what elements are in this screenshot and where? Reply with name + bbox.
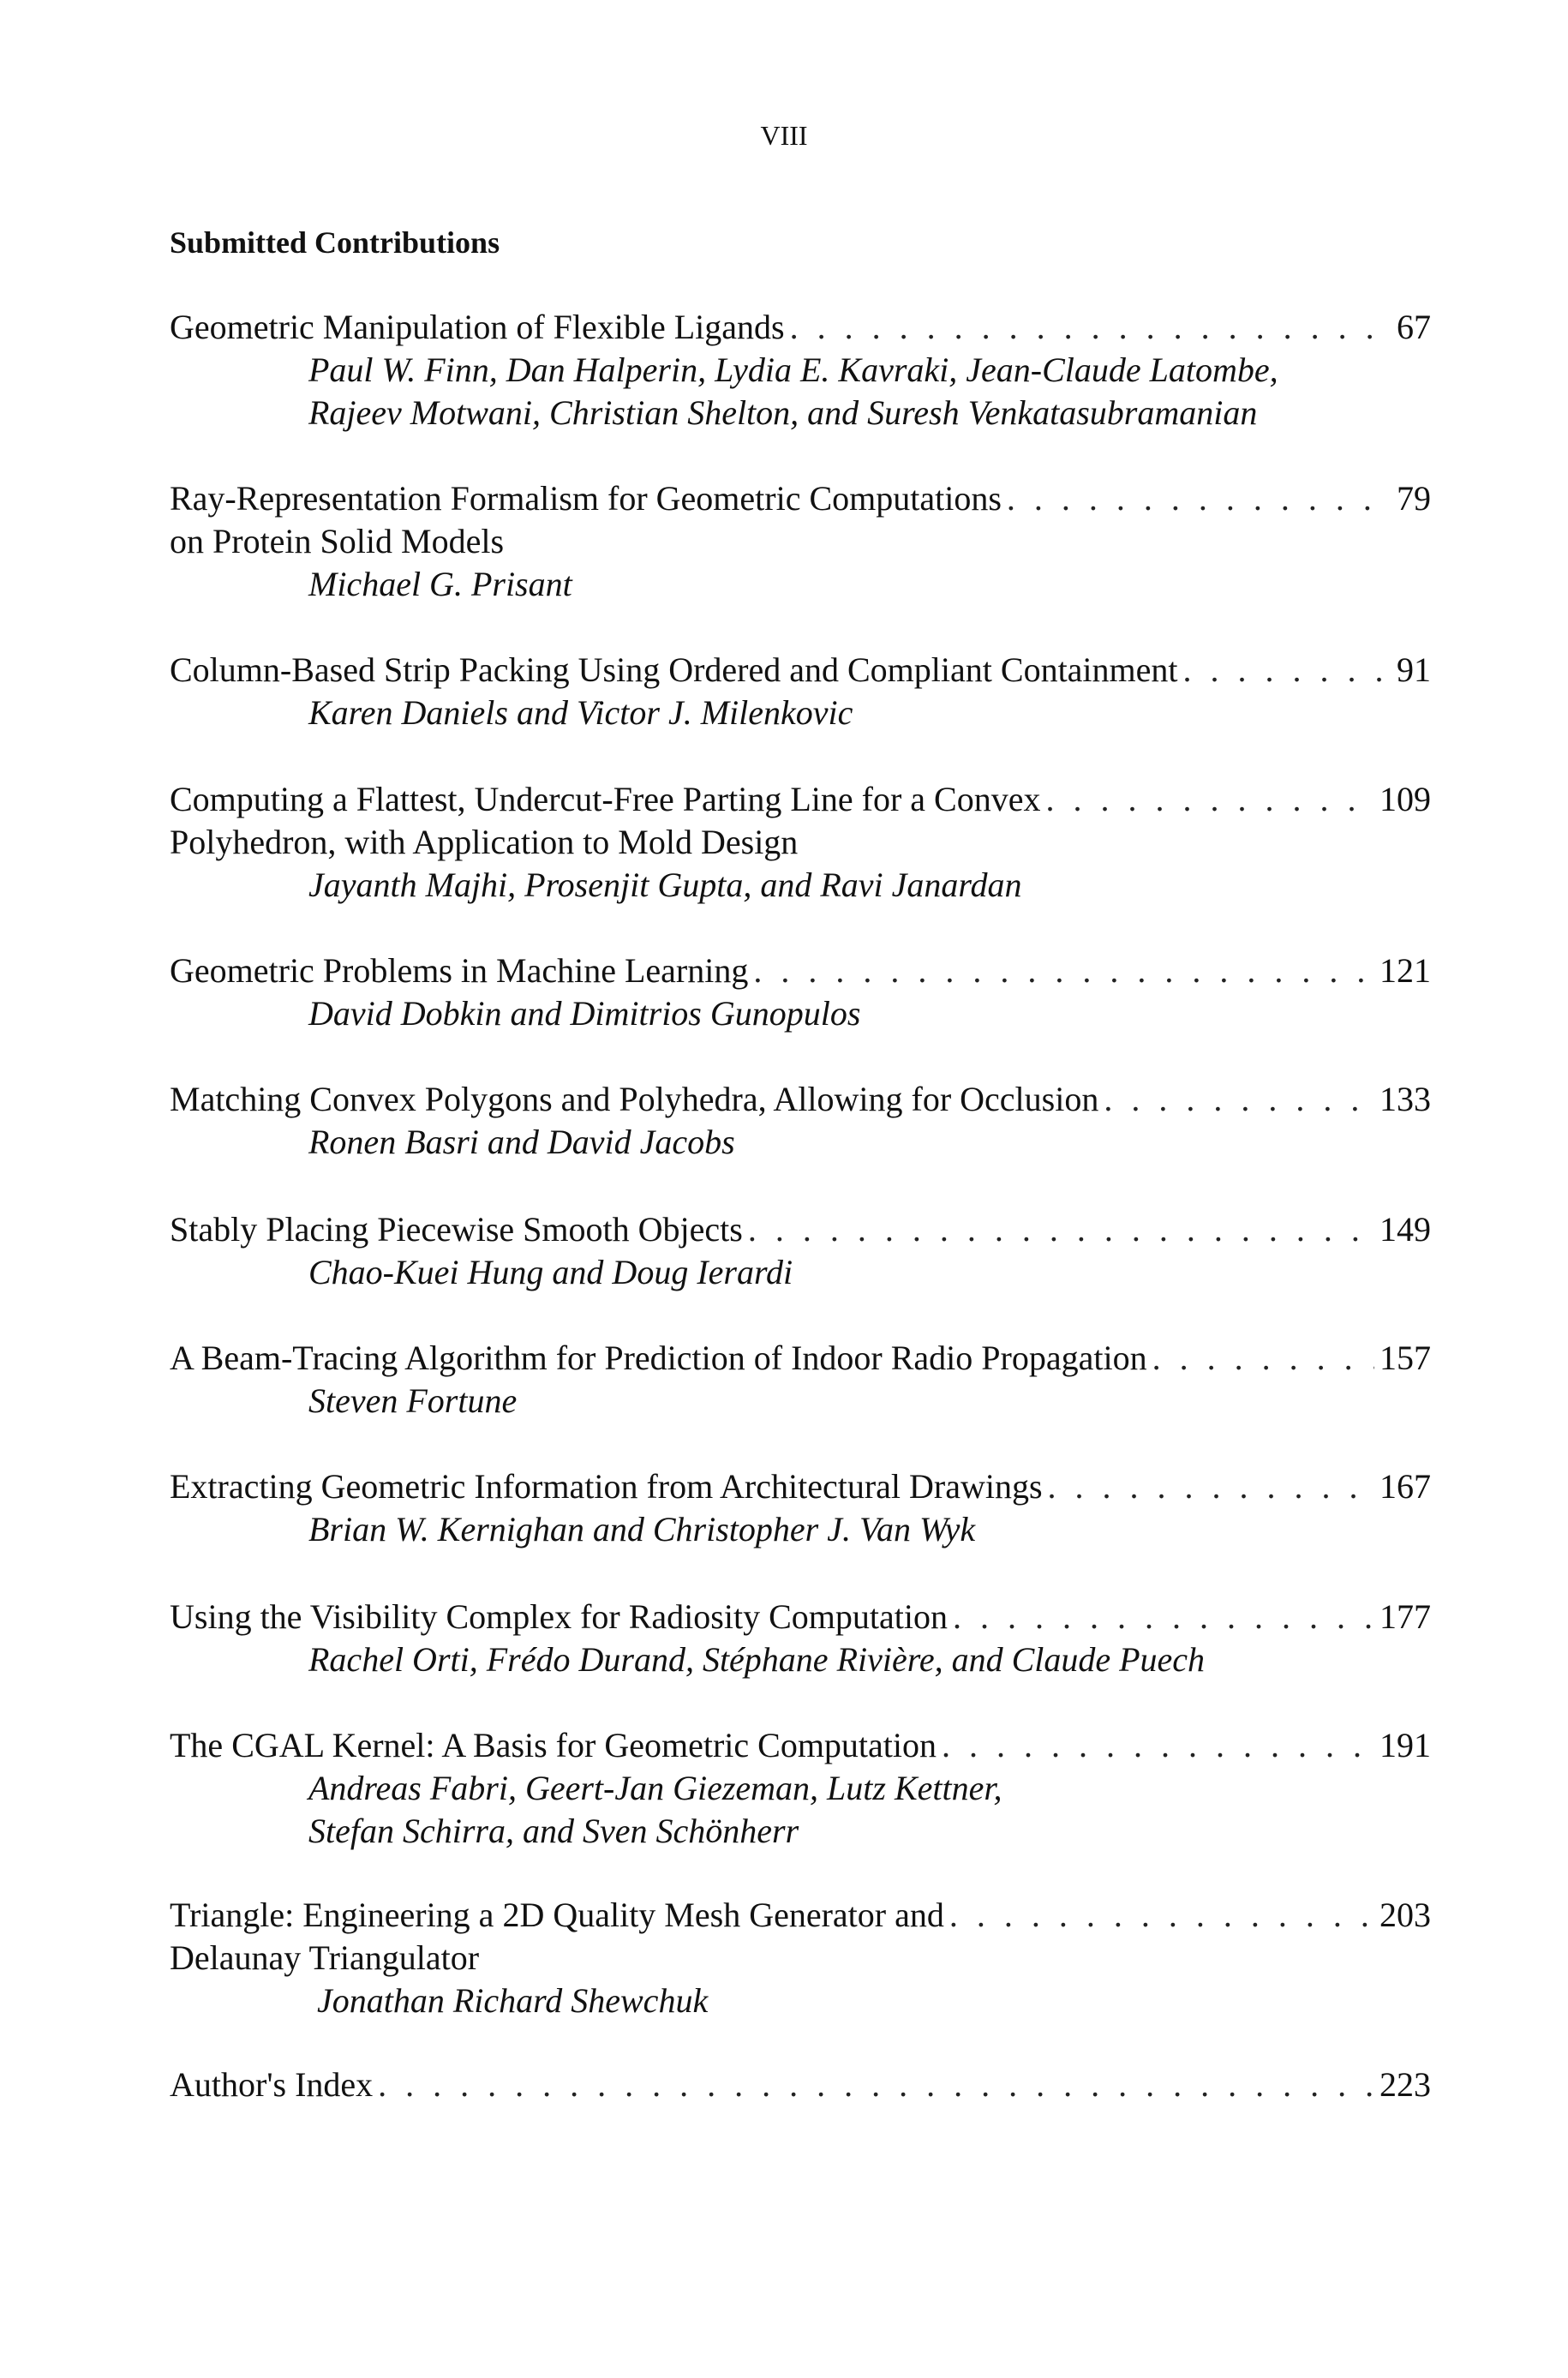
toc-entry[interactable] <box>170 1078 1431 1164</box>
toc-entry[interactable] <box>170 1894 1431 2022</box>
entry-page: 67 <box>1397 308 1431 346</box>
entry-title: Matching Convex Polygons and Polyhedra, Allowing for Occlusion <box>170 1080 1099 1118</box>
entry-title-line <box>170 649 1431 692</box>
dot-leader <box>1152 1337 1374 1380</box>
toc-entry[interactable] <box>170 1337 1431 1423</box>
entry-title-line <box>170 306 1431 349</box>
entry-title-line <box>170 1337 1431 1380</box>
toc-entry[interactable] <box>170 649 1431 734</box>
entry-page: 133 <box>1379 1080 1431 1118</box>
entry-authors: Stefan Schirra, and Sven Schönherr <box>308 1812 799 1850</box>
page-number: VIII <box>760 120 808 151</box>
entry-page: 157 <box>1379 1339 1431 1377</box>
entry-title: Using the Visibility Complex for Radiosity Computation <box>170 1597 948 1636</box>
entry-page: 109 <box>1379 780 1431 818</box>
entry-title-line <box>170 2064 1431 2106</box>
toc-entry[interactable] <box>170 1596 1431 1681</box>
dot-leader <box>748 1208 1374 1251</box>
entry-title-line <box>170 1078 1431 1121</box>
entry-authors: Jayanth Majhi, Prosenjit Gupta, and Ravi Janardan <box>308 866 1022 904</box>
entry-title: Extracting Geometric Information from Architectural Drawings <box>170 1467 1043 1506</box>
dot-leader <box>1045 778 1374 821</box>
entry-title-line <box>170 778 1431 821</box>
entry-page: 191 <box>1379 1726 1431 1764</box>
entry-title-continued: on Protein Solid Models <box>170 522 505 560</box>
entry-page: 79 <box>1397 479 1431 518</box>
entry-authors: Andreas Fabri, Geert-Jan Giezeman, Lutz Kettner, <box>308 1769 1002 1807</box>
toc-entry[interactable] <box>170 1465 1431 1551</box>
entry-title: Author's Index <box>170 2065 374 2104</box>
dot-leader <box>1048 1465 1374 1508</box>
dot-leader <box>753 949 1374 992</box>
toc-entry[interactable] <box>170 949 1431 1035</box>
dot-leader <box>1183 649 1391 692</box>
entry-page: 149 <box>1379 1210 1431 1249</box>
dot-leader <box>1007 477 1391 520</box>
entry-title: Geometric Problems in Machine Learning <box>170 951 749 990</box>
entry-title: Computing a Flattest, Undercut-Free Parting Line for a Convex <box>170 780 1041 818</box>
entry-title-line <box>170 1596 1431 1638</box>
entry-authors: Rachel Orti, Frédo Durand, Stéphane Rivière, and Claude Puech <box>308 1640 1206 1679</box>
entry-page: 91 <box>1397 650 1431 689</box>
entry-title: Geometric Manipulation of Flexible Ligands <box>170 308 785 346</box>
entry-title-continued: Delaunay Triangulator <box>170 1938 480 1977</box>
entry-title: Stably Placing Piecewise Smooth Objects <box>170 1210 743 1249</box>
entry-page: 203 <box>1379 1896 1431 1934</box>
dot-leader <box>1104 1078 1374 1121</box>
entry-title-line <box>170 477 1431 520</box>
entry-authors: Karen Daniels and Victor J. Milenkovic <box>308 693 853 732</box>
entry-title: A Beam-Tracing Algorithm for Prediction of Indoor Radio Propagation <box>170 1339 1147 1377</box>
entry-page: 121 <box>1379 951 1431 990</box>
entry-title: The CGAL Kernel: A Basis for Geometric Computation <box>170 1726 937 1764</box>
toc-entry[interactable] <box>170 306 1431 434</box>
dot-leader <box>378 2064 1374 2106</box>
entry-title-line <box>170 1724 1431 1767</box>
entry-authors: Brian W. Kernighan and Christopher J. Van Wyk <box>308 1510 976 1548</box>
entry-authors: Michael G. Prisant <box>308 565 572 603</box>
entry-page: 177 <box>1379 1597 1431 1636</box>
entry-page: 223 <box>1379 2065 1431 2104</box>
entry-title-line <box>170 1894 1431 1937</box>
dot-leader <box>949 1894 1374 1937</box>
entry-authors: David Dobkin and Dimitrios Gunopulos <box>308 994 861 1033</box>
entry-title: Triangle: Engineering a 2D Quality Mesh Generator and <box>170 1896 944 1934</box>
entry-authors: Steven Fortune <box>308 1381 518 1420</box>
toc-entry[interactable] <box>170 1724 1431 1853</box>
toc-entry[interactable] <box>170 2064 1431 2106</box>
entry-authors: Ronen Basri and David Jacobs <box>308 1123 735 1161</box>
entry-authors: Paul W. Finn, Dan Halperin, Lydia E. Kavraki, Jean-Claude Latombe, <box>308 350 1278 389</box>
entry-page: 167 <box>1379 1467 1431 1506</box>
entry-authors: Chao-Kuei Hung and Doug Ierardi <box>308 1253 793 1291</box>
toc-entry[interactable] <box>170 778 1431 907</box>
dot-leader <box>953 1596 1374 1638</box>
toc-entry[interactable] <box>170 1208 1431 1294</box>
toc-entry[interactable] <box>170 477 1431 606</box>
dot-leader <box>790 306 1391 349</box>
entry-authors: Rajeev Motwani, Christian Shelton, and Suresh Venkatasubramanian <box>308 393 1258 432</box>
dot-leader <box>942 1724 1374 1767</box>
section-heading: Submitted Contributions <box>170 225 500 260</box>
entry-title-line <box>170 1208 1431 1251</box>
entry-authors: Jonathan Richard Shewchuk <box>317 1981 709 2020</box>
entry-title: Column-Based Strip Packing Using Ordered and Compliant Containment <box>170 650 1178 689</box>
entry-title: Ray-Representation Formalism for Geometric Computations <box>170 479 1002 518</box>
entry-title-continued: Polyhedron, with Application to Mold Design <box>170 823 799 861</box>
entry-title-line <box>170 949 1431 992</box>
entry-title-line <box>170 1465 1431 1508</box>
